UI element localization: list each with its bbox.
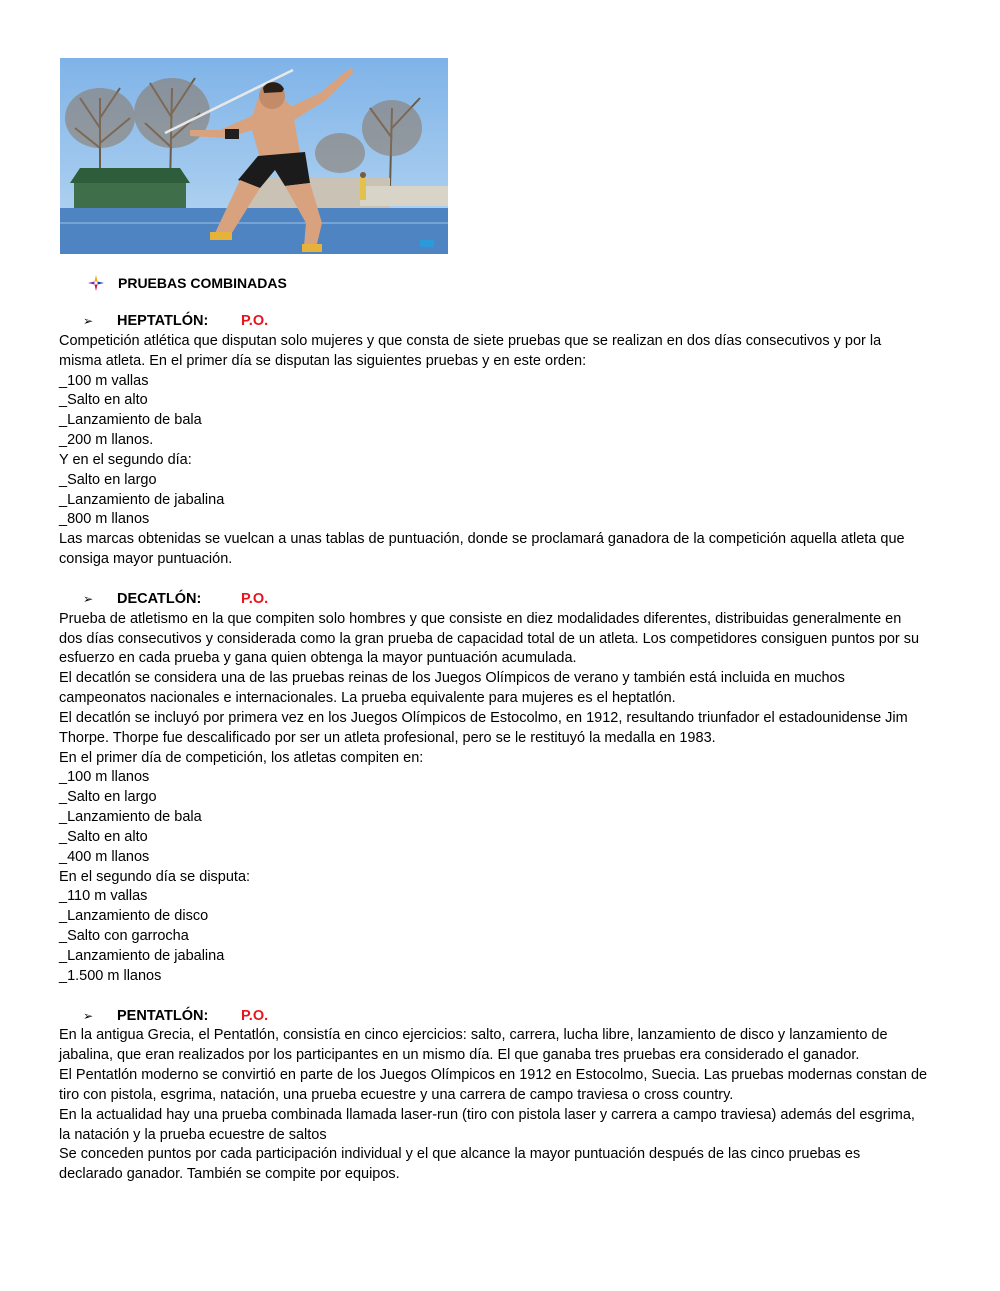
javelin-thrower-photo — [60, 58, 448, 254]
paragraph-line: En el segundo día se disputa: — [59, 868, 251, 885]
section-name: HEPTATLÓN: — [117, 313, 209, 329]
list-item: _Lanzamiento de jabalina — [59, 948, 225, 964]
paragraph-line: campeonatos nacionales e internacionales. La prueba equivalente para mujeres es el heptatlón. — [59, 690, 676, 707]
section-name: DECATLÓN: — [117, 590, 202, 607]
paragraph-line: Las marcas obtenidas se vuelcan a unas tablas de puntuación, donde se proclamará ganadora de la competición aquella atleta que — [59, 531, 905, 548]
paragraph-line: En el primer día de competición, los atletas compiten en: — [59, 749, 424, 766]
list-item: _Salto en alto — [59, 828, 148, 845]
four-color-bullet-icon — [88, 275, 104, 291]
section-heading-decatlon — [59, 590, 949, 610]
list-item: _100 m llanos — [59, 769, 150, 786]
paragraph-line: declarado ganador. También se compite por equipos. — [59, 1166, 400, 1183]
paragraph-line: consiga mayor puntuación. — [59, 551, 233, 568]
paragraph-line: misma atleta. En el primer día se disputan las siguientes pruebas y en este orden: — [59, 352, 587, 369]
section-tag: P.O. — [241, 313, 269, 329]
paragraph-line: tiro con pistola, esgrima, natación, una prueba ecuestre y una carrera de campo traviesa o cross country. — [59, 1086, 734, 1103]
list-item: _Lanzamiento de disco — [59, 908, 209, 925]
list-item: _Salto en largo — [59, 789, 157, 806]
main-title: PRUEBAS COMBINADAS — [118, 275, 287, 291]
list-item: _1.500 m llanos — [59, 967, 162, 984]
section-tag: P.O. — [241, 590, 269, 607]
spacer — [59, 570, 949, 590]
list-item: _800 m llanos — [59, 511, 150, 528]
document-body — [59, 312, 949, 1185]
paragraph-line: Thorpe. Thorpe fue descalificado por ser un atleta profesional, pero se le restituyó la medalla en 1983. — [59, 729, 716, 746]
paragraph-line: dos días consecutivos y considerada como la gran prueba de capacidad total de un atleta. Los competidores consiguen puntos por su — [59, 630, 920, 647]
paragraph-line: En la actualidad hay una prueba combinada llamada laser-run (tiro con pistola laser y carrera a campo traviesa) además del esgrima, — [59, 1106, 915, 1123]
paragraph-line: El decatlón se considera una de las pruebas reinas de los Juegos Olímpicos de verano y también está incluida en muchos — [59, 670, 845, 687]
main-title-row — [88, 273, 287, 293]
paragraph-line: jabalina, que eran realizados por los participantes en un mismo día. El que ganaba tres pruebas era considerado el ganador. — [59, 1047, 860, 1064]
paragraph-line: esfuerzo en cada prueba y gana quien obtenga la mayor puntuación acumulada. — [59, 650, 577, 667]
paragraph-line: Y en el segundo día: — [59, 451, 192, 468]
list-item: _400 m llanos — [59, 848, 150, 865]
paragraph-line: la natación y la prueba ecuestre de saltos — [59, 1126, 327, 1143]
list-item: _Salto en alto — [59, 392, 148, 409]
list-item: _Lanzamiento de bala — [59, 809, 202, 826]
list-item: _Lanzamiento de jabalina — [59, 491, 225, 508]
list-item: _100 m vallas — [59, 372, 149, 389]
list-item: _Salto en largo — [59, 471, 157, 488]
paragraph-line: Prueba de atletismo en la que compiten solo hombres y que consiste en diez modalidades diferentes, distribuidas generalmente en — [59, 610, 902, 627]
section-tag: P.O. — [241, 1007, 269, 1024]
arrow-bullet-icon: ➢ — [82, 314, 94, 328]
section-heading-heptatlon — [59, 312, 949, 332]
list-item: _110 m vallas — [59, 888, 148, 905]
paragraph-line: Competición atlética que disputan solo mujeres y que consta de siete pruebas que se realizan en dos días consecutivos y por la — [59, 332, 882, 349]
list-item: _Salto con garrocha — [59, 928, 189, 945]
paragraph-line: El Pentatlón moderno se convirtió en parte de los Juegos Olímpicos en 1912 en Estocolmo, Suecia. Las pruebas modernas constan de — [59, 1067, 928, 1084]
section-heading-pentatlon — [59, 1007, 949, 1027]
paragraph-line: Se conceden puntos por cada participación individual y el que alcance la mayor puntuación después de las cinco pruebas es — [59, 1146, 861, 1163]
paragraph-line: En la antigua Grecia, el Pentatlón, consistía en cinco ejercicios: salto, carrera, lucha libre, lanzamiento de disco y lanzamiento de — [59, 1027, 888, 1044]
section-name: PENTATLÓN: — [117, 1007, 209, 1024]
spacer — [59, 987, 949, 1007]
list-item: _200 m llanos. — [59, 432, 154, 449]
list-item: _Lanzamiento de bala — [59, 412, 202, 429]
arrow-bullet-icon: ➢ — [82, 591, 94, 606]
paragraph-line: El decatlón se incluyó por primera vez en los Juegos Olímpicos de Estocolmo, en 1912, resultando triunfador el estadounidense Jim — [59, 709, 908, 726]
arrow-bullet-icon: ➢ — [82, 1008, 94, 1023]
